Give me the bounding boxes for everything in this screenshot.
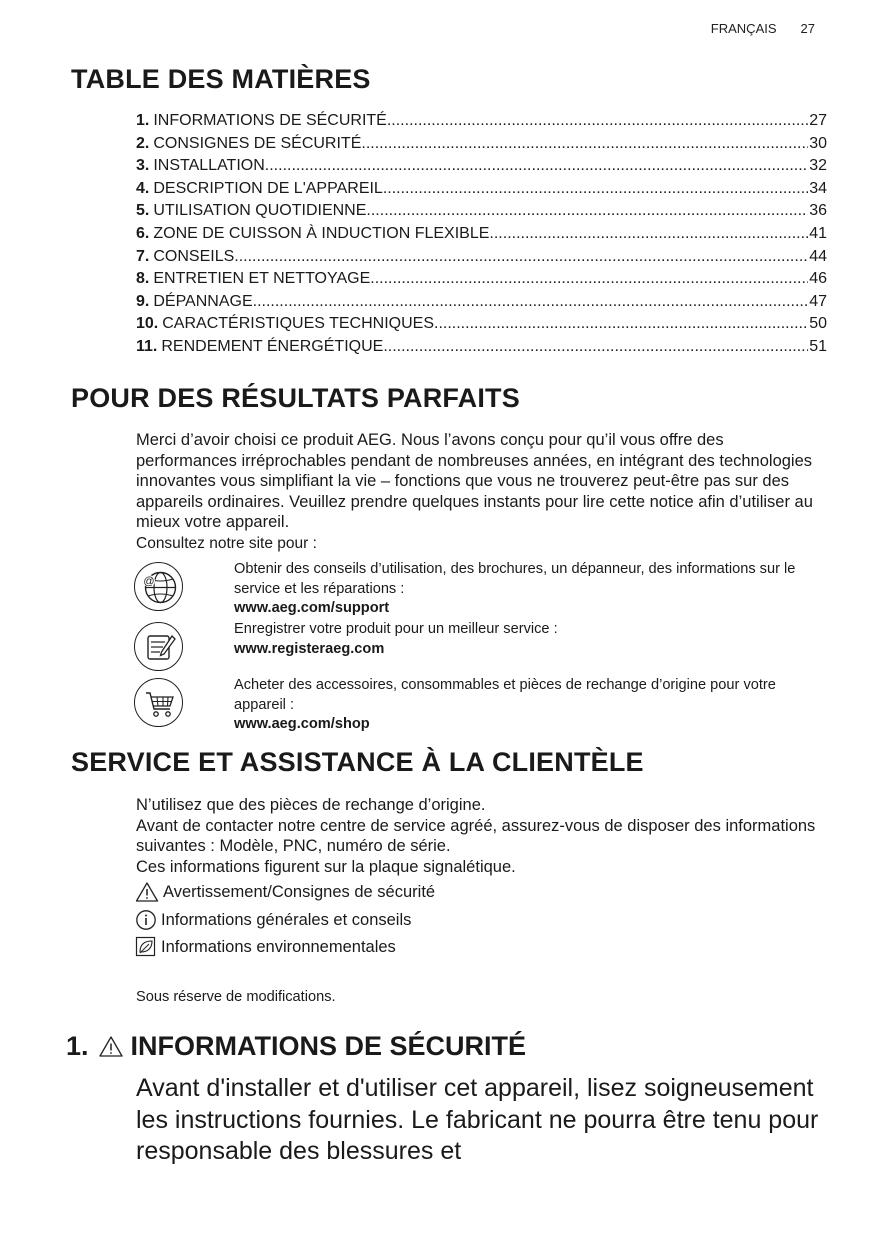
toc-entry-title: RENDEMENT ÉNERGÉTIQUE xyxy=(161,337,384,355)
safety-intro: Avant d'installer et d'utiliser cet appareil, lisez soigneusement les instructions fournies. Le fabricant ne pourra être tenu pour responsable des blessures et xyxy=(136,1074,819,1165)
toc-entry[interactable] xyxy=(136,268,827,291)
toc-entry-number: 4. xyxy=(136,179,150,197)
toc-entry-page: 50 xyxy=(809,315,827,333)
toc-entry-page: 46 xyxy=(809,270,827,288)
toc-entry[interactable] xyxy=(136,291,827,314)
toc-entry-number: 8. xyxy=(136,270,150,288)
language-label: FRANÇAIS xyxy=(710,21,777,36)
toc-entry-page: 30 xyxy=(809,134,827,152)
toc-entry-page: 32 xyxy=(809,157,827,175)
svg-text:@: @ xyxy=(143,575,155,588)
toc-entry-title: INSTALLATION xyxy=(153,157,265,175)
shop-description: Acheter des accessoires, consommables et pièces de rechange d’origine pour votre appareil : xyxy=(234,677,776,713)
consult-label: Consultez notre site pour : xyxy=(136,535,317,552)
toc-leader-dots xyxy=(434,313,808,336)
results-intro: Merci d’avoir choisi ce produit AEG. Nous l’avons conçu pour qu’il vous offre des performances irréprochables pendant de nombreuses années, en intégrant des technologies innovantes vous simplifiant la vie – fonctions que vous ne trouverez peut-être pas sur des appareils ordinaires. Veuillez prendre quelques instants pour lire cette notice afin d’utiliser au mieux votre appareil. xyxy=(136,431,813,532)
toc-entry-title: ZONE DE CUISSON À INDUCTION FLEXIBLE xyxy=(153,224,490,242)
register-url[interactable]: www.registeraeg.com xyxy=(234,640,385,657)
shop-link-text xyxy=(234,676,824,735)
page-number: 27 xyxy=(800,21,815,36)
leaf-icon xyxy=(135,936,157,958)
shop-url[interactable]: www.aeg.com/shop xyxy=(234,716,370,732)
toc-entry-number: 7. xyxy=(136,247,150,265)
toc-entry-title: CONSIGNES DE SÉCURITÉ xyxy=(153,134,362,152)
toc-leader-dots xyxy=(234,246,808,269)
toc-leader-dots xyxy=(387,110,808,133)
legend-warning-label: Avertissement/Consignes de sécurité xyxy=(163,882,436,901)
toc-leader-dots xyxy=(361,133,808,156)
toc-entry-page: 41 xyxy=(809,224,827,242)
toc-entry-title: DÉPANNAGE xyxy=(153,292,253,310)
toc-entry-title: INFORMATIONS DE SÉCURITÉ xyxy=(153,112,387,129)
toc-entry-title: CONSEILS xyxy=(153,247,235,265)
safety-number: 1. xyxy=(66,1031,89,1061)
toc-entry-number: 5. xyxy=(136,202,150,220)
page-header xyxy=(711,21,815,36)
support-link-text xyxy=(234,560,824,619)
toc-entry-title: CARACTÉRISTIQUES TECHNIQUES xyxy=(162,315,434,333)
globe-icon xyxy=(134,562,183,611)
toc-entry[interactable] xyxy=(136,246,827,269)
toc-leader-dots xyxy=(366,200,808,223)
toc-title: TABLE DES MATIÈRES xyxy=(71,64,371,94)
register-icon xyxy=(134,622,183,671)
toc-leader-dots xyxy=(383,178,808,201)
table-of-contents xyxy=(136,110,827,359)
support-url[interactable]: www.aeg.com/support xyxy=(234,600,390,616)
register-link-text xyxy=(234,620,824,659)
legend-environment xyxy=(135,936,396,958)
toc-entry-number: 3. xyxy=(136,157,150,175)
toc-entry[interactable] xyxy=(136,336,827,359)
service-title: SERVICE ET ASSISTANCE À LA CLIENTÈLE xyxy=(71,747,644,777)
shopping-cart-icon xyxy=(134,678,183,727)
toc-entry[interactable] xyxy=(136,313,827,336)
toc-entry-number: 11. xyxy=(136,337,158,355)
toc-leader-dots xyxy=(253,291,809,314)
safety-heading xyxy=(66,1031,526,1062)
toc-leader-dots xyxy=(383,336,808,359)
toc-entry-title: DESCRIPTION DE L'APPAREIL xyxy=(153,179,383,197)
toc-entry-page: 34 xyxy=(809,179,827,197)
toc-entry-number: 9. xyxy=(136,292,150,310)
toc-leader-dots xyxy=(370,268,808,291)
info-icon xyxy=(135,909,157,931)
toc-leader-dots xyxy=(489,223,808,246)
legend-environment-label: Informations environnementales xyxy=(161,937,396,956)
toc-entry-page: 27 xyxy=(809,112,827,129)
toc-entry-title: UTILISATION QUOTIDIENNE xyxy=(153,202,367,220)
warning-icon xyxy=(97,1034,125,1060)
toc-entry-number: 10. xyxy=(136,315,159,333)
toc-entry[interactable] xyxy=(136,155,827,178)
legend-info-label: Informations générales et conseils xyxy=(161,910,412,929)
results-title: POUR DES RÉSULTATS PARFAITS xyxy=(71,383,520,413)
legend-info xyxy=(135,909,411,931)
warning-icon xyxy=(135,881,159,903)
toc-entry-number: 6. xyxy=(136,224,150,242)
register-description: Enregistrer votre produit pour un meilleur service : xyxy=(234,621,558,637)
toc-entry-title: ENTRETIEN ET NETTOYAGE xyxy=(153,270,371,288)
toc-entry-number: 1. xyxy=(136,112,150,129)
toc-entry[interactable] xyxy=(136,200,827,223)
legend-warning xyxy=(135,881,435,903)
toc-entry[interactable] xyxy=(136,223,827,246)
toc-entry-number: 2. xyxy=(136,134,150,152)
support-description: Obtenir des conseils d’utilisation, des brochures, un dépanneur, des informations sur le service et les réparations : xyxy=(234,561,796,597)
toc-leader-dots xyxy=(265,155,808,178)
toc-entry[interactable] xyxy=(136,133,827,156)
service-text: N’utilisez que des pièces de rechange d’origine. Avant de contacter notre centre de service agréé, assurez-vous de disposer des informations suivantes : Modèle, PNC, numéro de série. Ces informations figurent sur la plaque signalétique. xyxy=(136,796,816,876)
toc-entry-page: 51 xyxy=(809,337,827,355)
toc-entry-page: 44 xyxy=(809,247,827,265)
modifications-notice: Sous réserve de modifications. xyxy=(136,989,336,1005)
toc-entry-page: 36 xyxy=(809,202,827,220)
toc-entry[interactable] xyxy=(136,178,827,201)
toc-entry[interactable] xyxy=(136,110,827,133)
safety-title: INFORMATIONS DE SÉCURITÉ xyxy=(130,1031,527,1061)
toc-entry-page: 47 xyxy=(809,292,827,310)
